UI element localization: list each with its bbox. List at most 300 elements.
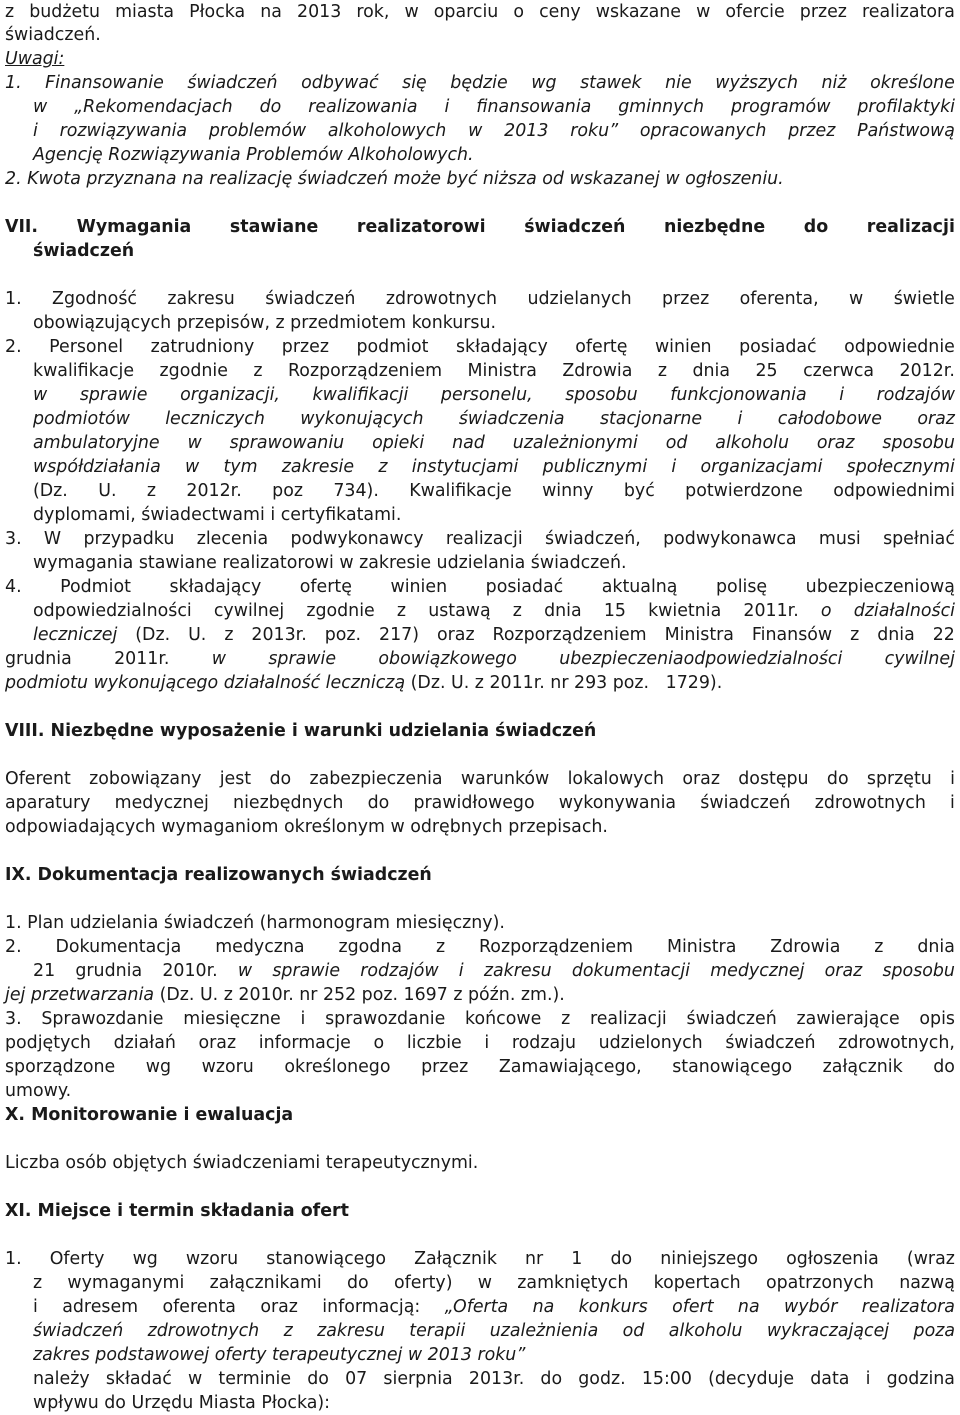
word: rozwiązywania: [59, 121, 188, 141]
word: podmiotów: [33, 409, 130, 429]
word: zlecenia: [196, 529, 269, 549]
word: grudnia: [75, 961, 143, 981]
text-line: [33, 479, 955, 503]
text-line: [33, 407, 955, 431]
word: poz: [272, 481, 303, 501]
word: dnia: [692, 361, 731, 381]
word: Zgodność: [52, 289, 137, 309]
text-line: [5, 1247, 955, 1271]
word: kwietnia: [648, 601, 722, 621]
text-line: [5, 1055, 955, 1079]
text-segment: podmiotu wykonującego działalność leczniczą: [5, 673, 406, 693]
word: informacją:: [322, 1297, 421, 1317]
word: do: [540, 1369, 563, 1389]
word: do: [307, 1369, 329, 1389]
word: terminie: [218, 1369, 292, 1389]
text-line: [33, 383, 955, 407]
word: ofertę: [299, 577, 352, 597]
word: Rozporządzeniem: [492, 625, 647, 645]
word: od: [622, 1321, 645, 1341]
word: Rozporządzeniem: [479, 937, 634, 957]
word: świadczeń: [725, 1033, 816, 1053]
text-line: [33, 95, 955, 119]
word: i: [300, 1009, 306, 1029]
word: Personel: [49, 337, 124, 357]
word: świadczeń: [33, 1321, 124, 1341]
text-segment: 1. Plan udzielania świadczeń (harmonogram miesięczny).: [5, 913, 505, 933]
word: oraz: [437, 625, 475, 645]
word: publicznymi: [542, 457, 648, 477]
word: z: [253, 361, 263, 381]
word: w: [185, 457, 200, 477]
word: w: [404, 2, 419, 22]
word: zawierające: [796, 1009, 900, 1029]
word: zgodnie: [159, 361, 228, 381]
word: kopertach: [653, 1273, 741, 1293]
text-segment: umowy.: [5, 1081, 72, 1101]
word: realizatora: [862, 2, 955, 22]
word: posiadać: [739, 337, 817, 357]
word: Finansów: [751, 625, 833, 645]
word: 2012r.: [899, 361, 955, 381]
word: w: [211, 649, 227, 669]
word: całodobowe: [777, 409, 882, 429]
word: 2011r.: [114, 649, 170, 669]
word: w: [33, 97, 48, 117]
word: świadczeń: [265, 289, 356, 309]
word: w: [33, 385, 48, 405]
word: 1.: [5, 1249, 22, 1269]
word: alkoholu: [715, 433, 790, 453]
word: dnia: [877, 625, 915, 645]
word: niż: [821, 73, 847, 93]
word: Dokumentacja: [55, 937, 182, 957]
word: medycznej: [114, 793, 209, 813]
word: do: [347, 1273, 369, 1293]
word: stawek: [580, 73, 642, 93]
word: zakresu: [167, 289, 235, 309]
word: Państwową: [857, 121, 955, 141]
word: realizowania: [308, 97, 418, 117]
text-line: [33, 503, 401, 527]
word: składający: [455, 337, 548, 357]
word: niezbędnych: [233, 793, 344, 813]
word: zabezpieczenia: [309, 769, 443, 789]
word: zakresu: [483, 961, 552, 981]
word: spełniać: [883, 529, 955, 549]
text-line: [5, 71, 955, 95]
word: stanowiącego: [672, 1057, 793, 1077]
word: cywilnej: [213, 601, 285, 621]
text-segment: wymagania stawiane realizatorowi w zakresie udzielania świadczeń.: [33, 553, 627, 573]
word: 3.: [5, 529, 22, 549]
word: do: [610, 1249, 633, 1269]
word: do: [803, 217, 829, 237]
text-segment: świadczeń: [33, 241, 135, 261]
word: konkurs: [578, 1297, 648, 1317]
word: załącznikami: [209, 1273, 322, 1293]
word: potwierdzone: [685, 481, 803, 501]
word: ofert: [672, 1297, 714, 1317]
word: realizacji: [445, 529, 523, 549]
text-line: [33, 311, 496, 335]
word: 2013: [504, 121, 549, 141]
text-line: [33, 455, 955, 479]
word: 3.: [5, 1009, 22, 1029]
text-line: [33, 119, 955, 143]
word: stacjonarne: [600, 409, 703, 429]
word: winien: [654, 337, 712, 357]
word: wykonujących: [300, 409, 424, 429]
word: 2013r.: [251, 625, 307, 645]
text-line: [33, 1367, 955, 1391]
word: podwykonawca: [663, 529, 797, 549]
word: obowiązkowego: [378, 649, 517, 669]
word: zakresu: [317, 1321, 385, 1341]
word: z: [378, 457, 388, 477]
word: liczbie: [406, 1033, 462, 1053]
word: wybór: [784, 1297, 838, 1317]
word: i: [865, 1369, 871, 1389]
word: przez: [281, 337, 329, 357]
text-line: [5, 167, 784, 191]
word: oferty): [393, 1273, 453, 1293]
word: organizacji,: [180, 385, 280, 405]
word: oraz: [260, 1297, 298, 1317]
word: Finansowanie: [45, 73, 164, 93]
word: w: [696, 2, 711, 22]
word: należy: [33, 1369, 90, 1389]
word: leczniczych: [165, 409, 265, 429]
word: prawidłowego: [413, 793, 535, 813]
word: profilaktyki: [857, 97, 955, 117]
word: kwalifikacje: [33, 361, 135, 381]
word: 2013: [297, 2, 342, 22]
word: z: [435, 937, 446, 957]
text-line: [33, 959, 955, 983]
word: i: [33, 121, 38, 141]
word: lokalowych: [567, 769, 665, 789]
word: U.: [188, 625, 207, 645]
text-line: [33, 239, 134, 263]
text-line: [33, 1391, 330, 1415]
word: wg: [145, 1057, 172, 1077]
word: udzielanych: [527, 289, 632, 309]
text-line: [33, 1319, 955, 1343]
word: 2012r.: [186, 481, 242, 501]
word: wskazane: [595, 2, 681, 22]
word: przez: [788, 121, 836, 141]
word: na: [737, 1297, 760, 1317]
word: tym: [223, 457, 258, 477]
word: godzina: [886, 1369, 955, 1389]
word: przez: [662, 289, 710, 309]
word: ogłoszenia: [786, 1249, 879, 1269]
word: winny: [542, 481, 594, 501]
word: W: [43, 529, 62, 549]
word: w: [849, 289, 864, 309]
word: poza: [913, 1321, 955, 1341]
word: do: [269, 769, 292, 789]
word: wykraczającej: [766, 1321, 890, 1341]
word: stawiane: [229, 217, 319, 237]
text-line: [5, 671, 722, 695]
word: działalności: [853, 601, 955, 621]
text-segment: Agencję Rozwiązywania Problemów Alkoholowych.: [33, 145, 474, 165]
word: 21: [33, 961, 56, 981]
word: dnia: [544, 601, 582, 621]
word: załącznik: [822, 1057, 903, 1077]
word: oraz: [816, 433, 855, 453]
word: przypadku: [83, 529, 175, 549]
word: uzależnionymi: [512, 433, 638, 453]
word: stanowiącego: [266, 1249, 387, 1269]
word: dnia: [917, 937, 955, 957]
text-segment: świadczeń.: [5, 25, 101, 45]
word: realizatora: [861, 1297, 955, 1317]
word: zdrowotnych: [385, 289, 498, 309]
word: 1.: [5, 289, 22, 309]
word: sprawie: [268, 649, 337, 669]
text-line: [5, 1007, 955, 1031]
word: świadczenia: [458, 409, 565, 429]
word: z: [146, 481, 157, 501]
word: społecznymi: [846, 457, 955, 477]
word: niniejszego: [660, 1249, 759, 1269]
word: wzoru: [201, 1057, 254, 1077]
word: sprzętu: [866, 769, 932, 789]
word: zatrudniony: [150, 337, 255, 357]
word: wymaganymi: [67, 1273, 185, 1293]
word: warunków: [460, 769, 550, 789]
word: dokumentacji: [571, 961, 690, 981]
word: nie: [665, 73, 692, 93]
word: grudnia: [5, 649, 72, 669]
text-line: [5, 935, 955, 959]
word: wykonywania: [558, 793, 677, 813]
word: musi: [818, 529, 861, 549]
word: w: [477, 1273, 493, 1293]
text-line: [5, 791, 955, 815]
word: i: [950, 769, 955, 789]
text-line: [5, 911, 505, 935]
word: z: [396, 601, 407, 621]
word: czerwca: [803, 361, 875, 381]
text-segment: obowiązujących przepisów, z przedmiotem konkursu.: [33, 313, 497, 333]
word: (wraz: [906, 1249, 955, 1269]
word: (Dz.: [33, 481, 68, 501]
word: 4.: [5, 577, 22, 597]
text-line: [5, 767, 955, 791]
word: w: [468, 121, 483, 141]
text-line: [5, 527, 955, 551]
word: miasta: [115, 2, 175, 22]
word: sposobu: [882, 961, 955, 981]
text-segment: IX. Dokumentacja realizowanych świadczeń: [5, 865, 432, 885]
word: składający: [169, 577, 262, 597]
word: udzielonych: [598, 1033, 703, 1053]
word: w: [187, 1369, 203, 1389]
text-line: [33, 1271, 955, 1295]
word: opieki: [372, 433, 425, 453]
word: leczniczej: [33, 625, 118, 645]
word: na: [532, 1297, 555, 1317]
text-segment: Uwagi:: [5, 49, 65, 69]
text-line: [33, 599, 955, 623]
word: i: [737, 409, 743, 429]
text-line: [33, 143, 474, 167]
text-segment: odpowiadających wymaganiom określonym w odrębnych przepisach.: [5, 817, 608, 837]
word: 2013r.: [468, 1369, 525, 1389]
text-line: [5, 1199, 349, 1223]
text-line: [33, 1295, 955, 1319]
word: do: [933, 1057, 955, 1077]
word: Zdrowia: [562, 361, 633, 381]
text-line: [33, 551, 627, 575]
word: winien: [390, 577, 448, 597]
word: i: [444, 97, 450, 117]
word: od: [665, 433, 688, 453]
text-segment: Liczba osób objętych świadczeniami terapeutycznymi.: [5, 1153, 479, 1173]
word: zgodna: [338, 937, 403, 957]
word: funkcjonowania: [670, 385, 807, 405]
text-line: [33, 431, 955, 455]
word: 22: [932, 625, 955, 645]
word: sporządzone: [5, 1057, 116, 1077]
word: być: [623, 481, 655, 501]
word: 2.: [5, 337, 22, 357]
word: 1.: [5, 73, 22, 93]
word: i: [671, 457, 677, 477]
word: 15:00: [641, 1369, 692, 1389]
word: 2011r.: [743, 601, 799, 621]
word: (Dz.: [135, 625, 171, 645]
word: opis: [919, 1009, 955, 1029]
text-segment: jej przetwarzania: [5, 985, 155, 1005]
word: w: [187, 433, 202, 453]
word: Oferty: [49, 1249, 105, 1269]
word: data: [810, 1369, 850, 1389]
word: posiadać: [485, 577, 564, 597]
text-line: [33, 359, 955, 383]
text-segment: (Dz. U. z 2010r. nr 252 poz. 1697 z późn. zm.).: [154, 985, 565, 1005]
word: rok,: [356, 2, 390, 22]
word: z: [657, 361, 668, 381]
text-line: [33, 623, 955, 647]
word: świadczeń: [700, 793, 791, 813]
word: realizacji: [866, 217, 955, 237]
word: wg: [531, 73, 557, 93]
word: oraz: [198, 1033, 237, 1053]
word: ambulatoryjne: [33, 433, 160, 453]
word: Ministra: [664, 625, 734, 645]
word: poz.: [324, 625, 362, 645]
word: rodzajów: [360, 961, 439, 981]
word: programów: [730, 97, 831, 117]
text-segment: dyplomami, świadectwami i certyfikatami.: [33, 505, 402, 525]
text-line: [33, 1343, 525, 1367]
word: przez: [421, 1057, 469, 1077]
word: ustawą: [428, 601, 491, 621]
word: świadczeń: [686, 1009, 777, 1029]
word: godz.: [578, 1369, 626, 1389]
word: zdrowotnych,: [838, 1033, 955, 1053]
word: „Oferta: [444, 1297, 509, 1317]
word: odpowiednie: [844, 337, 955, 357]
word: przez: [799, 2, 847, 22]
word: z: [283, 1321, 293, 1341]
word: Ministra: [467, 361, 537, 381]
word: o: [820, 601, 832, 621]
word: o: [373, 1033, 385, 1053]
text-line: [5, 983, 565, 1007]
text-line: [5, 1103, 293, 1127]
text-line: [5, 215, 955, 239]
word: instytucjami: [411, 457, 519, 477]
word: wzoru: [185, 1249, 239, 1269]
word: podjętych: [5, 1033, 91, 1053]
word: ubezpieczeniaodpowiedzialności: [559, 649, 843, 669]
word: do: [259, 97, 282, 117]
text-line: [5, 335, 955, 359]
word: oferenta: [162, 1297, 236, 1317]
word: Zdrowia: [770, 937, 841, 957]
word: ofercie: [725, 2, 785, 22]
text-segment: X. Monitorowanie i ewaluacja: [5, 1105, 294, 1125]
word: alkoholu: [668, 1321, 743, 1341]
word: opracowanych: [639, 121, 767, 141]
word: roku”: [570, 121, 619, 141]
word: nr: [525, 1249, 544, 1269]
word: terapii: [409, 1321, 466, 1341]
word: U.: [98, 481, 117, 501]
word: określonego: [284, 1057, 391, 1077]
word: oraz: [917, 409, 955, 429]
word: sprawowaniu: [229, 433, 345, 453]
word: medyczna: [215, 937, 305, 957]
word: polisę: [716, 577, 768, 597]
word: VII.: [5, 217, 39, 237]
word: dostępu: [738, 769, 809, 789]
word: sprawozdanie: [325, 1009, 446, 1029]
word: sprawie: [272, 961, 341, 981]
word: będzie: [450, 73, 508, 93]
word: z: [33, 1273, 43, 1293]
word: zobowiązany: [89, 769, 202, 789]
text-segment: wpływu do Urzędu Miasta Płocka):: [33, 1393, 331, 1413]
word: Załącznik: [414, 1249, 497, 1269]
word: sposobu: [882, 433, 955, 453]
word: nazwą: [899, 1273, 955, 1293]
word: aktualną: [601, 577, 678, 597]
word: oraz: [824, 961, 863, 981]
text-line: [5, 1079, 71, 1103]
word: rodzaju: [511, 1033, 576, 1053]
word: działań: [113, 1033, 176, 1053]
word: budżetu: [29, 2, 100, 22]
word: alkoholowych: [327, 121, 447, 141]
word: uzależnienia: [489, 1321, 599, 1341]
word: zgodnie: [306, 601, 375, 621]
word: problemów: [208, 121, 307, 141]
word: Sprawozdanie: [41, 1009, 164, 1029]
word: w: [237, 961, 253, 981]
word: oferenta,: [739, 289, 819, 309]
word: z: [850, 625, 860, 645]
word: Wymagania: [76, 217, 192, 237]
word: cywilnej: [884, 649, 955, 669]
word: jest: [219, 769, 252, 789]
